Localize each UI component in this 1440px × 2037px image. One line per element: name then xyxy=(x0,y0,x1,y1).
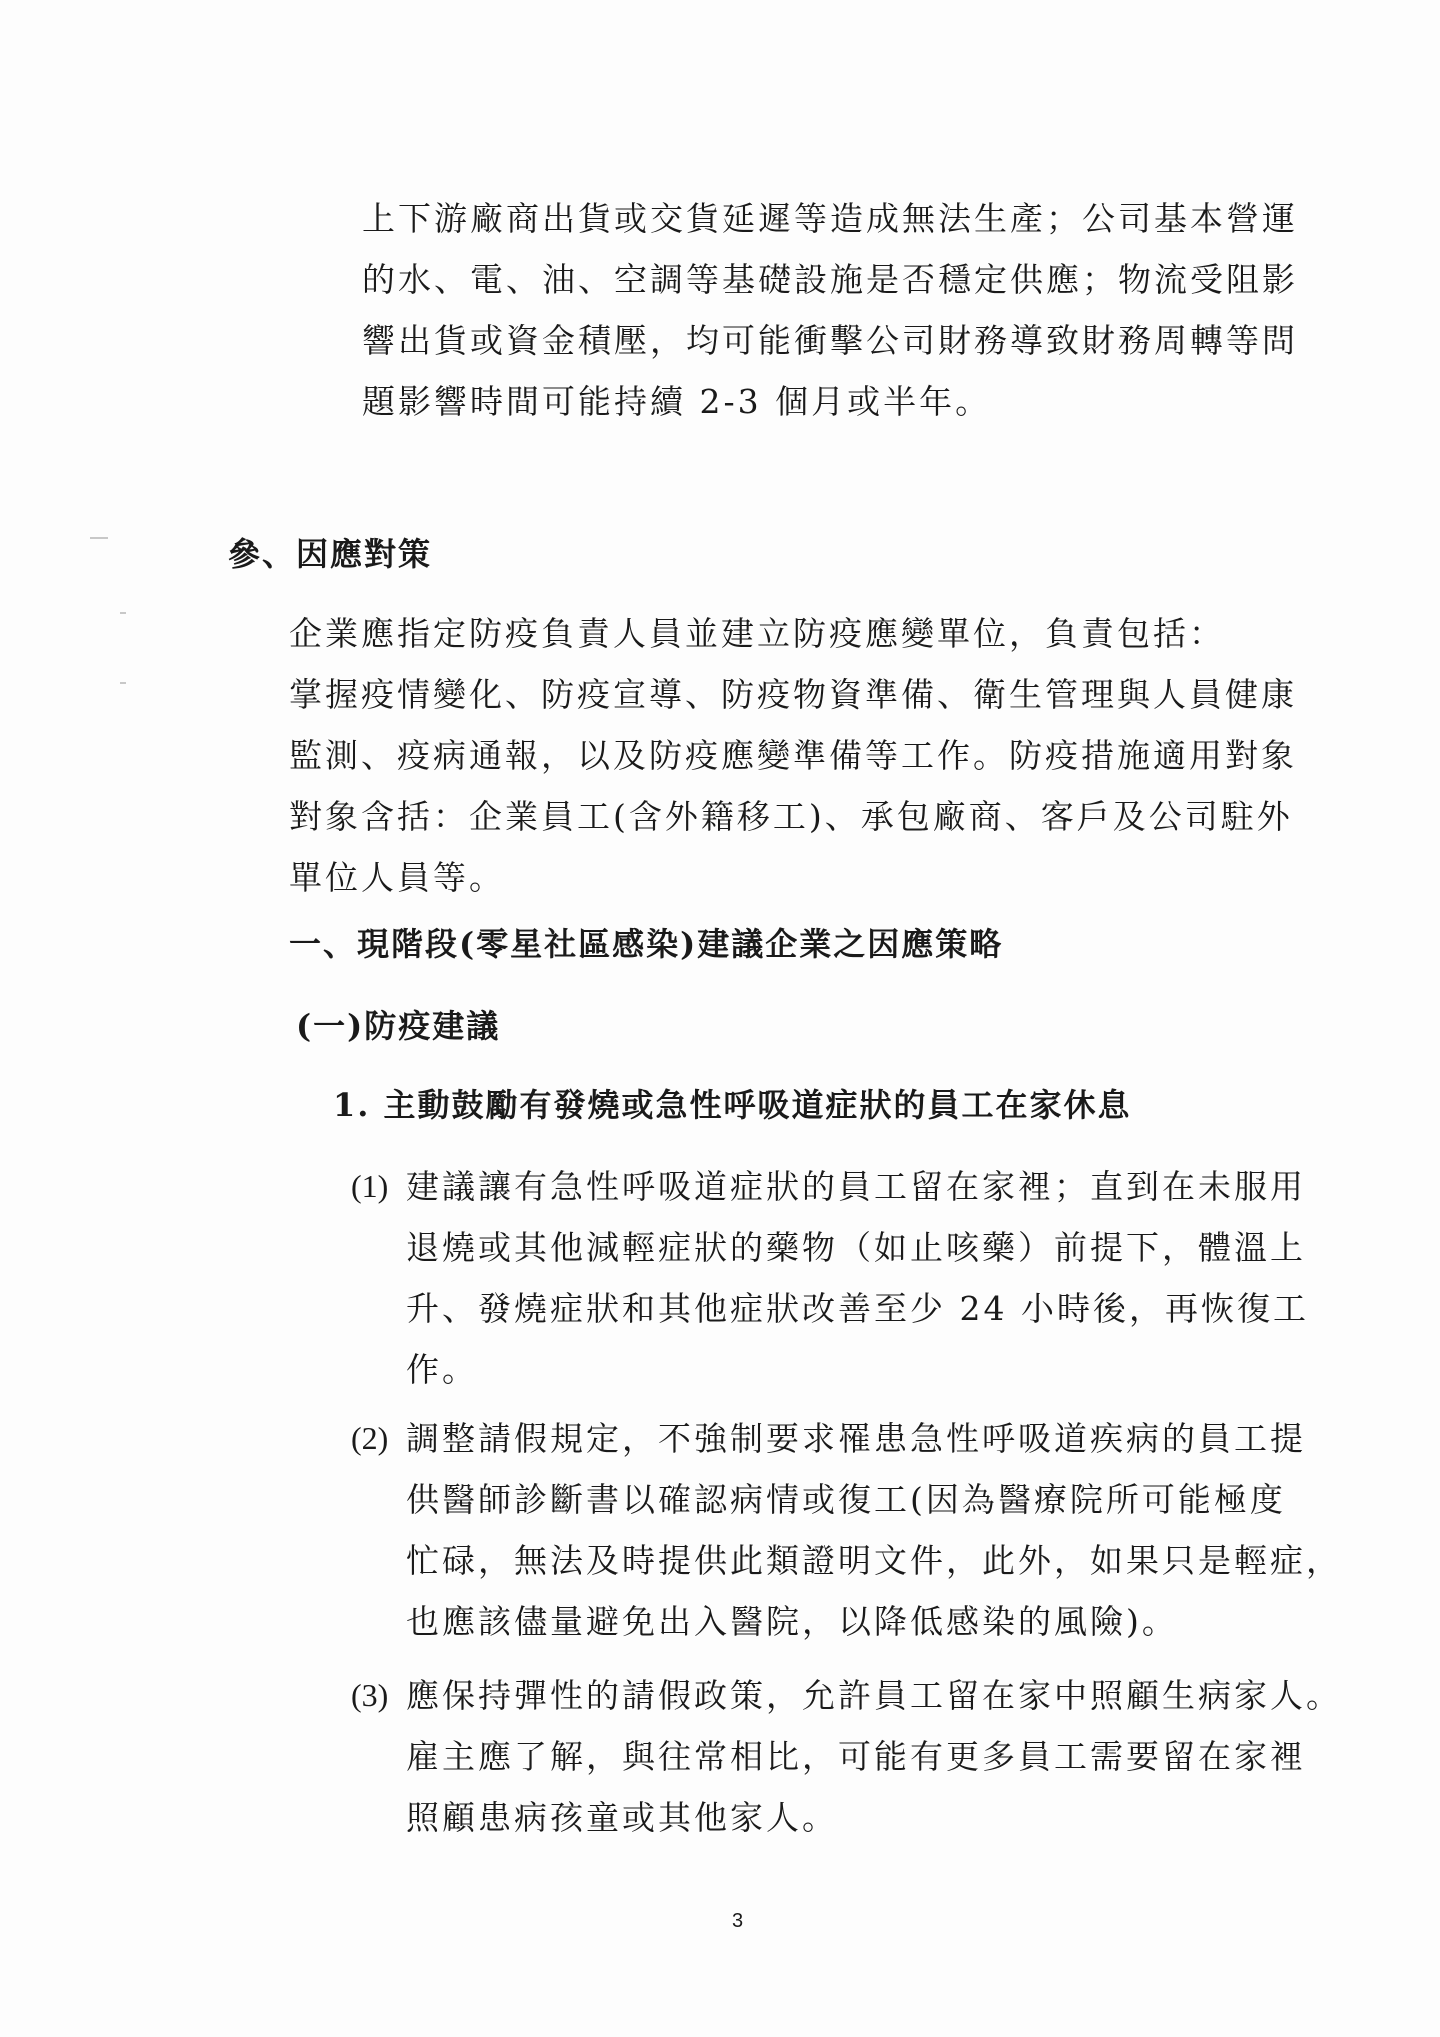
paragraph-line: 對象含括：企業員工(含外籍移工)、承包廠商、客戶及公司駐外 xyxy=(289,797,1293,836)
intro-paragraph xyxy=(362,188,1298,432)
item-line: 調整請假規定，不強制要求罹患急性呼吸道疾病的員工提 xyxy=(406,1419,1306,1458)
item-text xyxy=(406,1408,1342,1652)
page-number: 3 xyxy=(731,1910,744,1932)
item-line: 升、發燒症狀和其他症狀改善至少 24 小時後，再恢復工 xyxy=(406,1289,1309,1328)
scan-speck xyxy=(120,612,126,614)
subsection-subtitle: (一)防疫建議 xyxy=(296,1007,501,1045)
item-line: 建議讓有急性呼吸道症狀的員工留在家裡；直到在未服用 xyxy=(406,1167,1306,1206)
section-title: 參、因應對策 xyxy=(228,535,433,573)
item-line: 應保持彈性的請假政策，允許員工留在家中照顧生病家人。 xyxy=(406,1676,1342,1715)
item-label: (2) xyxy=(351,1420,389,1456)
item-text xyxy=(406,1156,1309,1400)
item-label: (1) xyxy=(351,1168,389,1204)
item-text xyxy=(406,1665,1342,1848)
intro-line: 上下游廠商出貨或交貨延遲等造成無法生產；公司基本營運 xyxy=(362,199,1298,238)
paragraph-line: 掌握疫情變化、防疫宣導、防疫物資準備、衛生管理與人員健康 xyxy=(289,675,1297,714)
item-line: 忙碌，無法及時提供此類證明文件，此外，如果只是輕症， xyxy=(406,1541,1342,1580)
item-line: 雇主應了解，與往常相比，可能有更多員工需要留在家裡 xyxy=(406,1737,1306,1776)
item-line: 供醫師診斷書以確認病情或復工(因為醫療院所可能極度 xyxy=(406,1480,1286,1519)
scan-speck xyxy=(90,537,108,539)
paragraph-line: 監測、疫病通報，以及防疫應變準備等工作。防疫措施適用對象 xyxy=(289,736,1297,775)
intro-line: 響出貨或資金積壓，均可能衝擊公司財務導致財務周轉等問 xyxy=(362,321,1298,360)
point-title: 1. 主動鼓勵有發燒或急性呼吸道症狀的員工在家休息 xyxy=(333,1086,1132,1124)
section-paragraph xyxy=(289,603,1225,664)
item-line: 退燒或其他減輕症狀的藥物（如止咳藥）前提下，體溫上 xyxy=(406,1228,1306,1267)
intro-line: 題影響時間可能持續 2-3 個月或半年。 xyxy=(362,382,992,421)
item-line: 也應該儘量避免出入醫院，以降低感染的風險)。 xyxy=(406,1602,1178,1641)
paragraph-line: 企業應指定防疫負責人員並建立防疫應變單位，負責包括： xyxy=(289,614,1225,653)
item-label: (3) xyxy=(351,1677,389,1713)
intro-line: 的水、電、油、空調等基礎設施是否穩定供應；物流受阻影 xyxy=(362,260,1298,299)
item-line: 作。 xyxy=(406,1350,478,1389)
scan-speck xyxy=(120,682,126,684)
paragraph-line: 單位人員等。 xyxy=(289,858,505,897)
section-paragraph-continued xyxy=(289,664,1297,908)
item-line: 照顧患病孩童或其他家人。 xyxy=(406,1798,838,1837)
subsection-title: 一、現階段(零星社區感染)建議企業之因應策略 xyxy=(289,925,1004,963)
